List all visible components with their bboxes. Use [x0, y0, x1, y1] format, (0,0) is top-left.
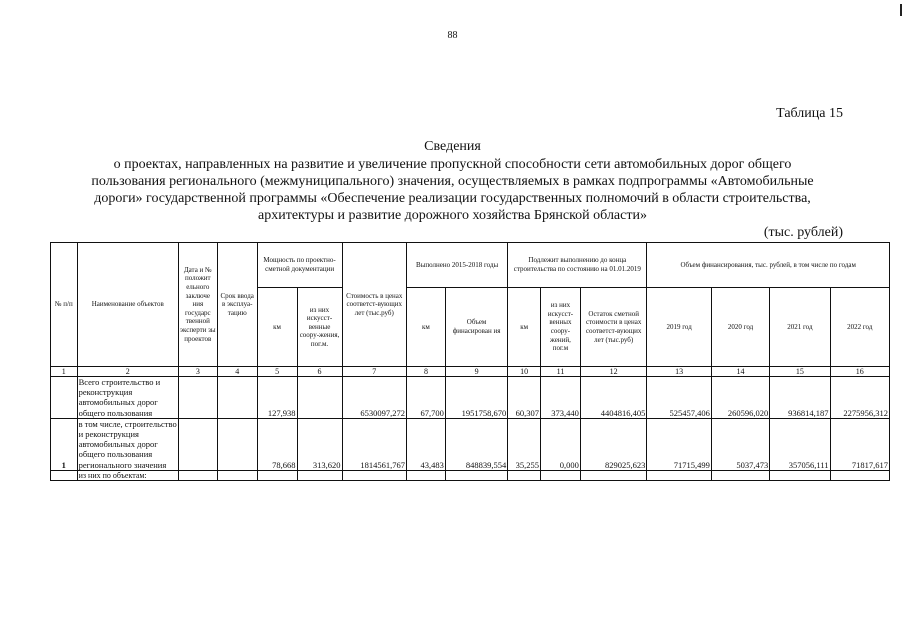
row-year-2022: 2275956,312 [830, 377, 889, 419]
subtitle-line: пользования регионального (межмуниципального) значения, осуществляемых в рамках подпрограммы «Автомобильные [91, 174, 814, 189]
table-row [51, 470, 890, 480]
column-number: 14 [711, 367, 769, 377]
row-year-2022: 71817,617 [830, 418, 889, 470]
row-year-2019: 71715,499 [647, 418, 711, 470]
header-cap-structures: из них искусст-венные соору-жения, пог.м. [297, 288, 342, 367]
row-year-2020: 5037,473 [711, 418, 769, 470]
header-num: № п/п [51, 243, 78, 367]
row-done-financing: 848839,554 [445, 418, 507, 470]
column-number: 12 [580, 367, 647, 377]
row-cap-structures [297, 377, 342, 419]
row-cap-km: 127,938 [257, 377, 297, 419]
row-num: 1 [51, 418, 78, 470]
page-edge-mark [900, 4, 902, 16]
row-cell [342, 470, 406, 480]
column-number: 4 [217, 367, 257, 377]
row-year-2021: 936814,187 [770, 377, 830, 419]
column-number: 15 [770, 367, 830, 377]
row-year-2020: 260596,020 [711, 377, 769, 419]
header-name: Наименование объектов [77, 243, 178, 367]
row-year-2021: 357056,111 [770, 418, 830, 470]
page-number: 88 [447, 30, 458, 41]
row-cell [445, 470, 507, 480]
row-cell [407, 470, 446, 480]
header-year-2020: 2020 год [711, 288, 769, 367]
column-number: 3 [178, 367, 217, 377]
subtitle-line: дороги» государственной программы «Обеспечение реализации государственных полномочий в области строительства, [94, 191, 811, 206]
header-year-2019: 2019 год [647, 288, 711, 367]
row-cell [830, 470, 889, 480]
header-cap-km: км [257, 288, 297, 367]
header-capacity: Мощность по проектно-сметной документации [257, 243, 342, 288]
row-term [217, 418, 257, 470]
header-done-km: км [407, 288, 446, 367]
row-todo-remaining-cost: 4404816,405 [580, 377, 647, 419]
header-todo-remaining-cost: Остаток сметной стоимости в ценах соответст-вующих лет (тыс.руб) [580, 288, 647, 367]
row-cell [647, 470, 711, 480]
header-row [51, 243, 890, 288]
units-label: (тыс. рублей) [763, 225, 843, 240]
row-cell [711, 470, 769, 480]
row-done-km: 67,700 [407, 377, 446, 419]
row-name: в том числе, строительство и реконструкция автомобильных дорог общего пользования регионального значения [78, 418, 177, 470]
row-name: из них по объектам: [77, 470, 178, 480]
header-todo-km: км [508, 288, 541, 367]
row-cost: 6530097,272 [342, 377, 406, 419]
table-row [51, 377, 890, 419]
row-cell [770, 470, 830, 480]
row-cell [541, 470, 581, 480]
row-todo-structures: 0,000 [541, 418, 581, 470]
document-title: Сведения [424, 139, 481, 154]
column-number: 8 [407, 367, 446, 377]
projects-table [50, 242, 890, 481]
column-number: 16 [830, 367, 889, 377]
header-financing: Объем финансирования, тыс. рублей, в том числе по годам [647, 243, 890, 288]
row-cell [257, 470, 297, 480]
column-number: 2 [77, 367, 178, 377]
subtitle-line: о проектах, направленных на развитие и увеличение пропускной способности сети автомобильных дорог общего [113, 157, 792, 172]
row-num [51, 377, 78, 419]
header-done: Выполнено 2015-2018 годы [407, 243, 508, 288]
column-number: 7 [342, 367, 406, 377]
header-todo-structures: из них искусст-венных соору-жений, пог.м [541, 288, 581, 367]
column-number: 1 [51, 367, 78, 377]
row-cell [178, 470, 217, 480]
row-todo-remaining-cost: 829025,623 [580, 418, 647, 470]
row-num [51, 470, 78, 480]
document-subtitle [60, 156, 845, 224]
row-cap-km: 78,668 [257, 418, 297, 470]
column-number: 6 [297, 367, 342, 377]
header-todo: Подлежит выполнению до конца строительства по состоянию на 01.01.2019 [508, 243, 647, 288]
header-year-2021: 2021 год [770, 288, 830, 367]
row-cap-structures: 313,620 [297, 418, 342, 470]
row-date [178, 377, 217, 419]
row-cell [297, 470, 342, 480]
table-label: Таблица 15 [776, 106, 843, 121]
header-commission-term: Срок ввода в эксплуа-тацию [217, 243, 257, 367]
row-date [178, 418, 217, 470]
row-todo-structures: 373,440 [541, 377, 581, 419]
header-expertise-date: Дата и № положит ельного заключе ния государс твенной эксперти зы проектов [178, 243, 217, 367]
column-number: 5 [257, 367, 297, 377]
header-year-2022: 2022 год [830, 288, 889, 367]
row-todo-km: 35,255 [508, 418, 541, 470]
row-name: Всего строительство и реконструкция автомобильных дорог общего пользования [77, 377, 178, 419]
column-number: 11 [541, 367, 581, 377]
row-term [217, 377, 257, 419]
column-number: 9 [445, 367, 507, 377]
row-year-2019: 525457,406 [647, 377, 711, 419]
row-todo-km: 60,307 [508, 377, 541, 419]
row-cost: 1814561,767 [342, 418, 406, 470]
column-number-row [51, 367, 890, 377]
subtitle-line: архитектуры и развитие дорожного хозяйства Брянской области» [258, 208, 647, 223]
row-done-km: 43,483 [407, 418, 446, 470]
row-cell [508, 470, 541, 480]
table-row [51, 418, 890, 470]
row-cell [580, 470, 647, 480]
header-cost: Стоимость в ценах соответст-вующих лет (тыс.руб) [342, 243, 406, 367]
column-number: 13 [647, 367, 711, 377]
column-number: 10 [508, 367, 541, 377]
row-done-financing: 1951758,670 [445, 377, 507, 419]
header-done-financing: Объем финасирован ия [445, 288, 507, 367]
row-cell [217, 470, 257, 480]
